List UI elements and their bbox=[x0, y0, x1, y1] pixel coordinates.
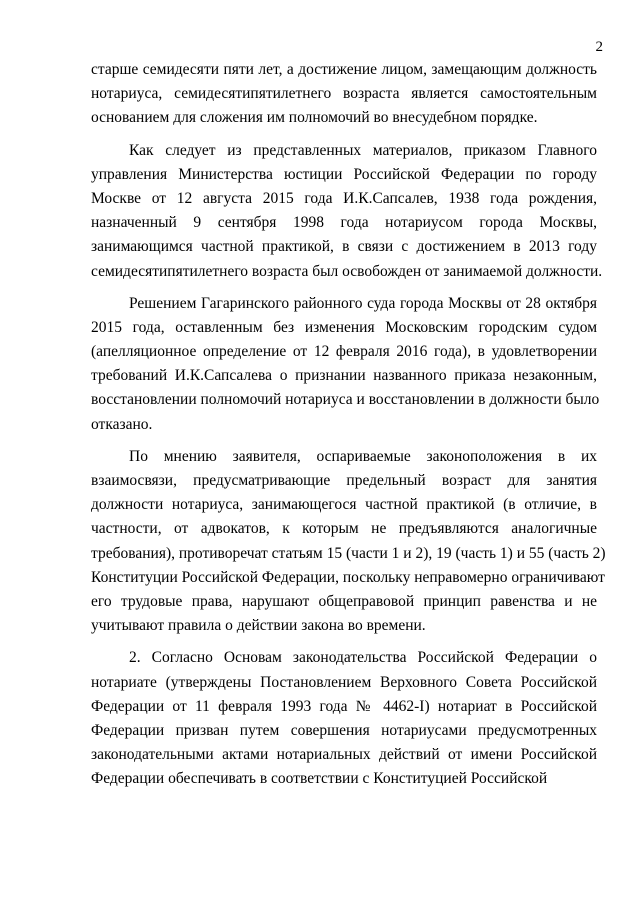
text-line: 2. Согласно Основам законодательства Российской Федерации о bbox=[129, 649, 597, 667]
paragraph-gap bbox=[91, 437, 597, 445]
text-line: его трудовые права, нарушают общеправовой принцип равенства и не bbox=[91, 592, 597, 610]
text-line: должности нотариуса, занимающегося частной практикой (в отличие, в bbox=[91, 496, 597, 514]
text-line: основанием для сложения им полномочий во внесудебном порядке. bbox=[91, 109, 538, 127]
text-line: требований И.К.Сапсалева о признании названного приказа незаконным, bbox=[91, 367, 597, 385]
text-line: Федерации от 11 февраля 1993 года № 4462-I) нотариат в Российской bbox=[91, 697, 597, 715]
paragraph-gap bbox=[91, 131, 597, 139]
text-line: занимающимся частной практикой, в связи с достижением в 2013 году bbox=[91, 238, 597, 256]
paragraph bbox=[91, 445, 606, 639]
paragraph-gap bbox=[91, 638, 597, 646]
text-line: требования), противоречат статьям 15 (части 1 и 2), 19 (часть 1) и 55 (часть 2) bbox=[91, 544, 606, 562]
text-line: Москве от 12 августа 2015 года И.К.Сапсалев, 1938 года рождения, bbox=[91, 189, 597, 207]
text-line: нотариуса, семидесятипятилетнего возраста является самостоятельным bbox=[91, 85, 597, 103]
paragraph bbox=[91, 646, 597, 791]
text-line: Как следует из представленных материалов, приказом Главного bbox=[129, 141, 597, 159]
text-line: Конституции Российской Федерации, поскольку неправомерно ограничивают bbox=[91, 568, 605, 586]
paragraph bbox=[91, 139, 603, 284]
text-line: старше семидесяти пяти лет, а достижение лицом, замещающим должность bbox=[91, 61, 597, 78]
text-line: 2015 года, оставленным без изменения Московским городским судом bbox=[91, 318, 597, 336]
text-line: По мнению заявителя, оспариваемые законоположения в их bbox=[129, 447, 597, 465]
paragraph-gap bbox=[91, 284, 597, 292]
text-line: учитывают правила о действии закона во времени. bbox=[91, 617, 426, 635]
document-body bbox=[91, 58, 606, 791]
text-line: Решением Гагаринского районного суда города Москвы от 28 октября bbox=[129, 294, 597, 312]
text-line: управления Министерства юстиции Российской Федерации по городу bbox=[91, 165, 597, 183]
text-line: Федерации обеспечивать в соответствии с Конституцией Российской bbox=[91, 770, 548, 788]
text-line: (апелляционное определение от 12 февраля 2016 года), в удовлетворении bbox=[91, 343, 597, 361]
text-line: назначенный 9 сентября 1998 года нотариусом города Москвы, bbox=[91, 214, 597, 232]
text-line: частности, от адвокатов, к которым не предъявляются аналогичные bbox=[91, 520, 597, 538]
text-line: Федерации призван путем совершения нотариусами предусмотренных bbox=[91, 721, 597, 739]
text-line: отказано. bbox=[91, 415, 153, 433]
paragraph bbox=[91, 58, 597, 131]
text-line: нотариате (утверждены Постановлением Верховного Совета Российской bbox=[91, 673, 597, 691]
text-line: семидесятипятилетнего возраста был освобожден от занимаемой должности. bbox=[91, 262, 603, 280]
text-line: законодательными актами нотариальных действий от имени Российской bbox=[91, 746, 597, 764]
paragraph bbox=[91, 292, 600, 437]
text-line: взаимосвязи, предусматривающие предельный возраст для занятия bbox=[91, 472, 597, 489]
page-number: 2 bbox=[595, 39, 603, 55]
text-line: восстановлении полномочий нотариуса и восстановлении в должности было bbox=[91, 391, 600, 409]
